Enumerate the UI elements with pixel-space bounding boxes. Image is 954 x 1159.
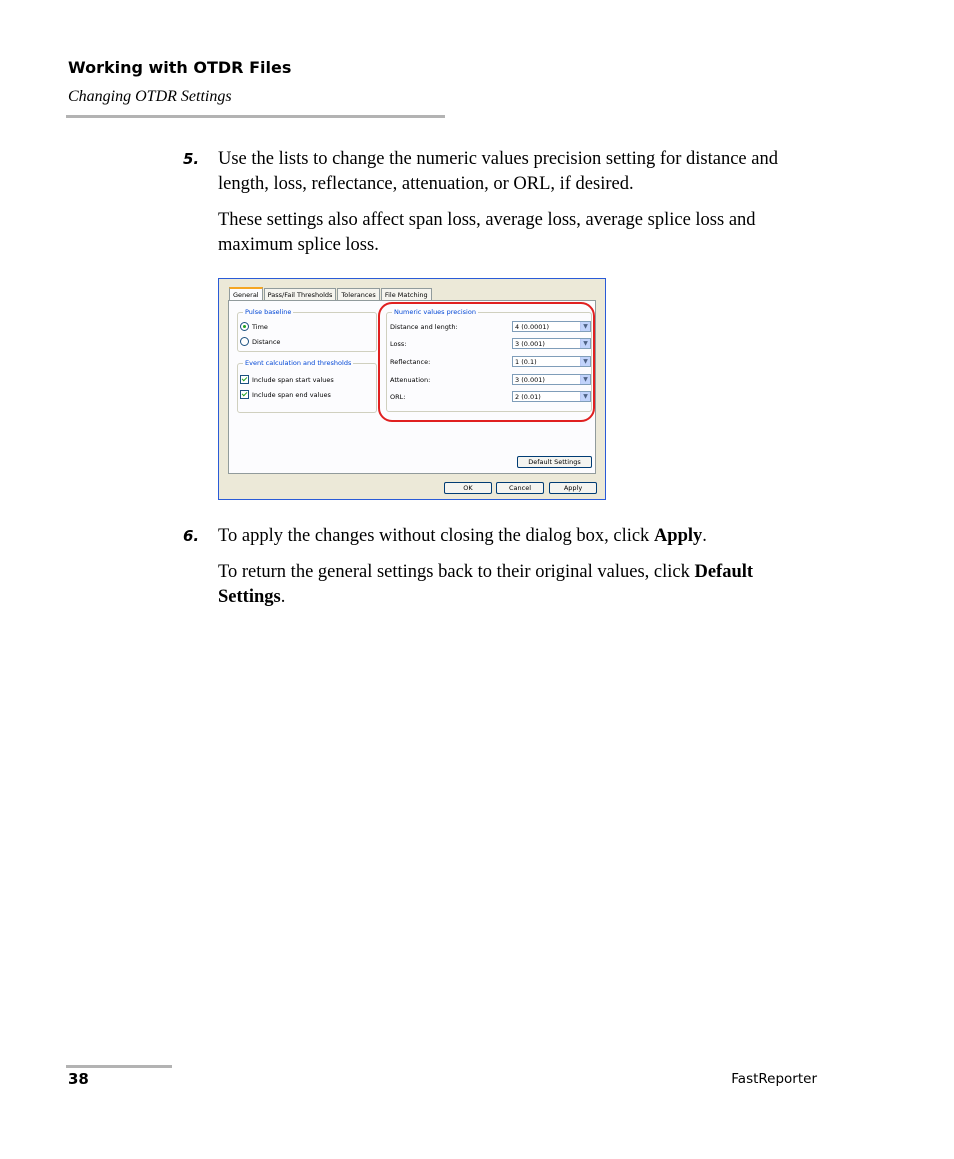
tab-pass-fail-thresholds[interactable]: Pass/Fail Thresholds — [264, 288, 337, 301]
select-value: 3 (0.001) — [515, 376, 545, 384]
radio-button[interactable] — [240, 337, 249, 346]
default-settings-emphasis: Default Settings — [218, 562, 754, 607]
radio-button[interactable] — [240, 322, 249, 331]
checkbox[interactable] — [240, 375, 249, 384]
radio-label: Time — [252, 322, 268, 331]
chevron-down-icon[interactable]: ▼ — [580, 339, 590, 348]
step-paragraph: Use the lists to change the numeric values precision setting for distance and length, loss, reflectance, attenuation, or ORL, if desired. — [218, 149, 778, 194]
pulse-baseline-title: Pulse baseline — [245, 308, 292, 316]
step-paragraph — [218, 524, 818, 549]
header-rule — [66, 115, 445, 118]
product-name: FastReporter — [731, 1071, 817, 1087]
step-number: 5. — [183, 150, 200, 168]
checkbox-span-end[interactable] — [240, 390, 331, 399]
step-text: . — [702, 526, 707, 546]
attenuation-label: Attenuation: — [390, 376, 431, 384]
ok-button[interactable]: OK — [444, 482, 492, 494]
footer-rule — [66, 1065, 172, 1068]
orl-label: ORL: — [390, 393, 406, 401]
step-paragraph — [218, 560, 818, 610]
apply-emphasis: Apply — [653, 526, 703, 546]
event-calc-group — [237, 359, 377, 413]
reflectance-label: Reflectance: — [390, 358, 431, 366]
radio-distance[interactable] — [240, 337, 280, 346]
select-value: 1 (0.1) — [515, 358, 537, 366]
chevron-down-icon[interactable]: ▼ — [580, 392, 590, 401]
page-number: 38 — [68, 1070, 89, 1088]
tab-general[interactable]: General — [229, 287, 263, 302]
tab-tolerances[interactable]: Tolerances — [337, 288, 379, 301]
tab-file-matching[interactable]: File Matching — [381, 288, 432, 301]
loss-label: Loss: — [390, 340, 407, 348]
apply-button[interactable]: Apply — [549, 482, 597, 494]
precision-title: Numeric values precision — [394, 308, 476, 316]
pulse-baseline-group — [237, 308, 377, 352]
step-text: . — [280, 587, 286, 607]
step-text: To return the general settings back to their original values, click — [218, 562, 695, 582]
cancel-button[interactable]: Cancel — [496, 482, 544, 494]
chevron-down-icon[interactable]: ▼ — [580, 357, 590, 366]
chevron-down-icon[interactable]: ▼ — [580, 322, 590, 331]
step-paragraph: These settings also affect span loss, average loss, average splice loss and maximum splice loss. — [218, 210, 756, 255]
radio-label: Distance — [252, 337, 281, 346]
select-value: 2 (0.01) — [515, 393, 541, 401]
section-title: Working with OTDR Files — [68, 58, 292, 77]
step-text: To apply the changes without closing the dialog box, click — [218, 526, 654, 546]
distance-length-label: Distance and length: — [390, 323, 458, 331]
event-calc-title: Event calculation and thresholds — [245, 359, 352, 367]
step-number: 6. — [183, 527, 200, 545]
select-value: 3 (0.001) — [515, 340, 545, 348]
section-subtitle: Changing OTDR Settings — [68, 88, 232, 105]
radio-time[interactable] — [240, 322, 268, 331]
checkbox[interactable] — [240, 390, 249, 399]
checkbox-label: Include span end values — [252, 390, 331, 399]
default-settings-button[interactable]: Default Settings — [517, 456, 592, 468]
checkbox-label: Include span start values — [252, 375, 334, 384]
chevron-down-icon[interactable]: ▼ — [580, 375, 590, 384]
precision-highlight-oval — [378, 302, 595, 422]
checkbox-span-start[interactable] — [240, 375, 334, 384]
select-value: 4 (0.0001) — [515, 323, 550, 331]
